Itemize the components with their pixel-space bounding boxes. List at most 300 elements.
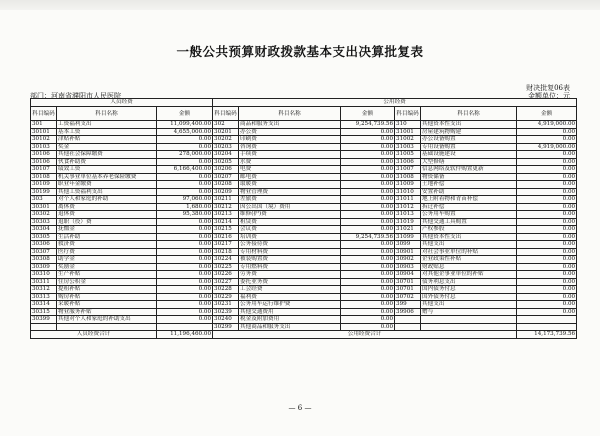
cell-code: 31013 — [395, 211, 421, 219]
table-body — [31, 121, 577, 331]
cell-code: 303 — [31, 196, 57, 204]
page-number: — 6 — — [288, 404, 312, 412]
cell-code: 31009 — [395, 181, 421, 189]
cell-name: 物业管理费 — [239, 188, 341, 196]
cell-code: 30209 — [213, 188, 239, 196]
cell-name: 手续费 — [239, 151, 341, 159]
cell-amount: 0.00 — [341, 203, 395, 211]
cell-code: 30240 — [213, 316, 239, 324]
cell-name: 住房公积金 — [57, 278, 157, 286]
cell-amount: 0.00 — [517, 218, 577, 226]
cell-amount: 95,380.00 — [157, 211, 213, 219]
cell-code: 30102 — [31, 136, 57, 144]
cell-amount: 0.00 — [517, 301, 577, 309]
public-total-value: 14,173,739.56 — [517, 331, 577, 339]
cell-amount: 0.00 — [157, 188, 213, 196]
cell-amount: 0.00 — [341, 271, 395, 279]
cell-code: 30229 — [213, 293, 239, 301]
cell-name: 奖金 — [57, 143, 157, 151]
cell-name: 水费 — [239, 158, 341, 166]
cell-code: 30217 — [213, 241, 239, 249]
table-row — [31, 218, 577, 226]
cell-amount: 0.00 — [341, 128, 395, 136]
cell-amount: 0.00 — [341, 188, 395, 196]
cell-name: 公务用车购置 — [421, 211, 517, 219]
cell-amount: 0.00 — [517, 166, 577, 174]
table-row — [31, 181, 577, 189]
table-row — [31, 286, 577, 294]
cell-name: 其他交通费用 — [239, 308, 341, 316]
cell-name — [421, 323, 517, 331]
cell-name: 物资储备 — [421, 173, 517, 181]
cell-amount: 0.00 — [341, 143, 395, 151]
cell-name: 培训费 — [239, 233, 341, 241]
cell-name: 其他支出 — [421, 301, 517, 309]
cell-code: 30228 — [213, 286, 239, 294]
cell-name: 津贴补贴 — [57, 136, 157, 144]
cell-amount — [517, 323, 577, 331]
cell-code: 30101 — [31, 128, 57, 136]
cell-amount: 0.00 — [157, 158, 213, 166]
cell-code: 310 — [395, 121, 421, 129]
cell-name: 救济费 — [57, 241, 157, 249]
cell-amount: 97,060.00 — [157, 196, 213, 204]
cell-code: 30314 — [31, 301, 57, 309]
cell-amount: 0.00 — [341, 211, 395, 219]
table-row — [31, 278, 577, 286]
cell-amount: 6,166,400.00 — [157, 166, 213, 174]
cell-code — [395, 323, 421, 331]
cell-amount — [517, 316, 577, 324]
header-code: 科目编码 — [213, 107, 239, 121]
cell-amount: 4,919,000.00 — [517, 121, 577, 129]
header-name: 科目名称 — [239, 107, 341, 121]
cell-name: 伙食补助费 — [57, 158, 157, 166]
cell-code: 30224 — [213, 256, 239, 264]
cell-code: 31005 — [395, 151, 421, 159]
cell-name: 医疗费 — [57, 248, 157, 256]
cell-name: 被装购置费 — [239, 256, 341, 264]
cell-code: 30313 — [31, 293, 57, 301]
table-row — [31, 233, 577, 241]
cell-name: 安置补助 — [421, 188, 517, 196]
cell-amount: 0.00 — [341, 196, 395, 204]
table-row — [31, 256, 577, 264]
header-amount: 金额 — [341, 107, 395, 121]
header-name: 科目名称 — [57, 107, 157, 121]
table-row — [31, 166, 577, 174]
cell-code: 30206 — [213, 166, 239, 174]
form-number: 财决批复06表 — [526, 84, 570, 92]
cell-amount: 0.00 — [157, 143, 213, 151]
cell-amount: 0.00 — [157, 233, 213, 241]
cell-name: 劳务费 — [239, 271, 341, 279]
cell-amount: 0.00 — [517, 151, 577, 159]
cell-amount: 0.00 — [157, 241, 213, 249]
cell-name: 邮电费 — [239, 173, 341, 181]
cell-name: 拆迁补偿 — [421, 203, 517, 211]
cell-name: 职业年金缴费 — [57, 181, 157, 189]
table-row — [31, 271, 577, 279]
cell-name: 其他工资福利支出 — [57, 188, 157, 196]
cell-code: 30311 — [31, 278, 57, 286]
cell-name: 对其他企事业单位的补贴 — [421, 271, 517, 279]
cell-code: 30308 — [31, 256, 57, 264]
cell-name: 信息网络及软件购置更新 — [421, 166, 517, 174]
cell-amount: 0.00 — [157, 181, 213, 189]
cell-code: 30212 — [213, 203, 239, 211]
cell-name: 基础设施建设 — [421, 151, 517, 159]
cell-amount — [157, 323, 213, 331]
cell-amount: 0.00 — [157, 301, 213, 309]
cell-code: 30207 — [213, 173, 239, 181]
cell-amount: 0.00 — [157, 316, 213, 324]
cell-amount: 0.00 — [341, 286, 395, 294]
cell-name: 财政贴息 — [421, 263, 517, 271]
cell-code: 31006 — [395, 158, 421, 166]
cell-name: 国内债务付息 — [421, 286, 517, 294]
table-row — [31, 308, 577, 316]
table-row — [31, 301, 577, 309]
cell-code: 30218 — [213, 248, 239, 256]
cell-name: 专用材料费 — [239, 248, 341, 256]
cell-name: 采暖补贴 — [57, 301, 157, 309]
table-row — [31, 158, 577, 166]
cell-amount: 0.00 — [517, 211, 577, 219]
cell-name: 企业政策性补贴 — [421, 256, 517, 264]
cell-amount: 0.00 — [157, 308, 213, 316]
cell-name: 商品和服务支出 — [239, 121, 341, 129]
cell-amount: 0.00 — [341, 166, 395, 174]
cell-code: 3099 — [395, 241, 421, 249]
cell-code — [31, 323, 57, 331]
table-row — [31, 248, 577, 256]
cell-name: 其他资本性支出 — [421, 121, 517, 129]
cell-amount: 0.00 — [517, 188, 577, 196]
cell-name: 退休费 — [57, 211, 157, 219]
cell-amount: 4,655,000.00 — [157, 128, 213, 136]
cell-code: 31001 — [395, 128, 421, 136]
cell-code: 30231 — [213, 301, 239, 309]
cell-name: 维修(护)费 — [239, 211, 341, 219]
cell-amount: 9,254,739.56 — [341, 121, 395, 129]
table-row — [31, 143, 577, 151]
cell-code: 30303 — [31, 218, 57, 226]
cell-amount: 0.00 — [517, 196, 577, 204]
cell-code: 30106 — [31, 151, 57, 159]
cell-name: 退职（役）费 — [57, 218, 157, 226]
cell-code: 31012 — [395, 203, 421, 211]
cell-name: 办公设备购置 — [421, 136, 517, 144]
table-row — [31, 211, 577, 219]
header-code: 科目编码 — [395, 107, 421, 121]
cell-amount: 0.00 — [157, 248, 213, 256]
department-label: 部门：河南省濮阳市人民医院 — [30, 92, 121, 100]
section-public: 公用经费 — [213, 99, 577, 107]
cell-name: 差旅费 — [239, 196, 341, 204]
cell-code: 30301 — [31, 203, 57, 211]
cell-code: 30304 — [31, 226, 57, 234]
cell-amount: 0.00 — [157, 263, 213, 271]
cell-name — [57, 323, 157, 331]
cell-code: 30315 — [31, 308, 57, 316]
cell-code: 30226 — [213, 271, 239, 279]
cell-code: 30199 — [31, 188, 57, 196]
cell-amount: 0.00 — [341, 308, 395, 316]
cell-code: 30306 — [31, 241, 57, 249]
cell-name: 土地补偿 — [421, 181, 517, 189]
cell-amount: 0.00 — [341, 263, 395, 271]
cell-name: 地上附着物和青苗补偿 — [421, 196, 517, 204]
cell-code: 30399 — [31, 316, 57, 324]
cell-code: 30214 — [213, 218, 239, 226]
cell-amount: 0.00 — [341, 241, 395, 249]
cell-amount: 0.00 — [341, 248, 395, 256]
cell-amount: 0.00 — [517, 128, 577, 136]
cell-amount: 0.00 — [341, 181, 395, 189]
table-row — [31, 316, 577, 324]
cell-name: 大型修缮 — [421, 158, 517, 166]
cell-name: 房屋建筑物购建 — [421, 128, 517, 136]
cell-code: 302 — [213, 121, 239, 129]
cell-amount: 0.00 — [517, 158, 577, 166]
cell-amount: 0.00 — [157, 271, 213, 279]
table-row — [31, 241, 577, 249]
cell-name: 绩效工资 — [57, 166, 157, 174]
cell-code: 30215 — [213, 226, 239, 234]
cell-code: 30213 — [213, 211, 239, 219]
unit-label: 金额单位：元 — [528, 92, 570, 100]
cell-amount: 0.00 — [517, 173, 577, 181]
cell-name: 公务用车运行维护费 — [239, 301, 341, 309]
cell-amount: 0.00 — [517, 203, 577, 211]
cell-name: 办公费 — [239, 128, 341, 136]
cell-amount: 0.00 — [517, 293, 577, 301]
personnel-total-label: 人员经费合计 — [31, 331, 157, 339]
cell-amount: 0.00 — [517, 286, 577, 294]
cell-code: 31021 — [395, 226, 421, 234]
cell-name: 离休费 — [57, 203, 157, 211]
cell-code: 30204 — [213, 151, 239, 159]
header-code: 科目编码 — [31, 107, 57, 121]
cell-name: 债务利息支出 — [421, 278, 517, 286]
cell-code: 31011 — [395, 196, 421, 204]
cell-name: 基本工资 — [57, 128, 157, 136]
cell-code: 30312 — [31, 286, 57, 294]
cell-name: 赠与 — [421, 308, 517, 316]
cell-amount: 0.00 — [341, 136, 395, 144]
cell-amount: 0.00 — [341, 158, 395, 166]
cell-amount: 0.00 — [341, 218, 395, 226]
cell-amount: 0.00 — [341, 226, 395, 234]
cell-code: 30201 — [213, 128, 239, 136]
cell-code: 30211 — [213, 196, 239, 204]
cell-name: 其他社会保障缴费 — [57, 151, 157, 159]
cell-code: 30108 — [31, 173, 57, 181]
cell-amount: 0.00 — [157, 278, 213, 286]
page-title: 一般公共预算财政拨款基本支出决算批复表 — [176, 44, 424, 59]
cell-amount: 278,000.00 — [157, 151, 213, 159]
table-row — [31, 151, 577, 159]
cell-name: 其他交通工具购置 — [421, 218, 517, 226]
cell-code: 31010 — [395, 188, 421, 196]
cell-amount: 0.00 — [157, 256, 213, 264]
cell-amount: 0.00 — [517, 241, 577, 249]
cell-amount: 0.00 — [517, 256, 577, 264]
cell-name: 提租补贴 — [57, 286, 157, 294]
cell-amount: 9,254,739.56 — [341, 233, 395, 241]
cell-name: 奖励金 — [57, 263, 157, 271]
cell-code: 30702 — [395, 293, 421, 301]
cell-code: 30299 — [213, 323, 239, 331]
cell-amount: 0.00 — [341, 323, 395, 331]
cell-code — [395, 316, 421, 324]
cell-amount: 0.00 — [517, 308, 577, 316]
public-total-label: 公用经费合计 — [213, 331, 517, 339]
cell-amount: 0.00 — [341, 151, 395, 159]
cell-name: 工资福利支出 — [57, 121, 157, 129]
header-amount: 金额 — [157, 107, 213, 121]
cell-code: 30106 — [31, 158, 57, 166]
table-row — [31, 293, 577, 301]
cell-name: 抚恤金 — [57, 226, 157, 234]
cell-name: 印刷费 — [239, 136, 341, 144]
cell-name: 其他资本性支出 — [421, 233, 517, 241]
cell-name: 公务接待费 — [239, 241, 341, 249]
cell-amount: 1,680.00 — [157, 203, 213, 211]
cell-name: 其他支出 — [421, 241, 517, 249]
cell-code: 30225 — [213, 263, 239, 271]
cell-name: 租赁费 — [239, 218, 341, 226]
cell-name — [421, 316, 517, 324]
cell-amount: 0.00 — [517, 181, 577, 189]
cell-code: 30902 — [395, 256, 421, 264]
cell-amount: 11,099,400.00 — [157, 121, 213, 129]
cell-amount: 0.00 — [157, 293, 213, 301]
cell-amount: 0.00 — [517, 278, 577, 286]
cell-name: 国外债务付息 — [421, 293, 517, 301]
cell-name: 生活补助 — [57, 233, 157, 241]
cell-code: 31007 — [395, 166, 421, 174]
table-row — [31, 173, 577, 181]
cell-amount: 0.00 — [517, 271, 577, 279]
cell-code: 30904 — [395, 271, 421, 279]
cell-name: 其他商品和服务支出 — [239, 323, 341, 331]
cell-code: 31099 — [395, 233, 421, 241]
cell-name: 对个人和家庭的补助 — [57, 196, 157, 204]
cell-amount: 0.00 — [517, 136, 577, 144]
cell-amount: 0.00 — [341, 278, 395, 286]
cell-code: 30309 — [31, 263, 57, 271]
cell-code: 30227 — [213, 278, 239, 286]
cell-code: 30203 — [213, 143, 239, 151]
header-amount: 金额 — [517, 107, 577, 121]
cell-code: 301 — [31, 121, 57, 129]
cell-name: 物业服务补贴 — [57, 308, 157, 316]
top-bar — [0, 0, 600, 10]
cell-amount: 0.00 — [157, 136, 213, 144]
table-row — [31, 121, 577, 129]
cell-code: 30701 — [395, 278, 421, 286]
cell-amount: 0.00 — [157, 226, 213, 234]
cell-name: 税金及附加费用 — [239, 316, 341, 324]
table-row — [31, 128, 577, 136]
cell-code: 30305 — [31, 233, 57, 241]
cell-code: 30103 — [31, 143, 57, 151]
section-personnel: 人员经费 — [31, 99, 213, 107]
cell-name: 专用燃料费 — [239, 263, 341, 271]
cell-code: 31019 — [395, 218, 421, 226]
cell-name: 其他对个人和家庭的补助支出 — [57, 316, 157, 324]
cell-amount: 0.00 — [157, 286, 213, 294]
cell-amount: 0.00 — [517, 233, 577, 241]
expenditure-table — [30, 98, 577, 339]
cell-code: 30107 — [31, 166, 57, 174]
cell-code: 30109 — [31, 181, 57, 189]
table-row — [31, 226, 577, 234]
cell-amount: 0.00 — [157, 218, 213, 226]
cell-code: 399 — [395, 301, 421, 309]
cell-code: 39906 — [395, 308, 421, 316]
cell-name: 对社会事业单位的补贴 — [421, 248, 517, 256]
cell-code: 30302 — [31, 211, 57, 219]
cell-name: 咨询费 — [239, 143, 341, 151]
cell-name: 专用设备购置 — [421, 143, 517, 151]
header-name: 科目名称 — [421, 107, 517, 121]
cell-name: 生产补贴 — [57, 271, 157, 279]
cell-name: 机关事业单位基本养老保险缴费 — [57, 173, 157, 181]
table-row — [31, 136, 577, 144]
cell-code: 31008 — [395, 173, 421, 181]
cell-amount: 0.00 — [517, 248, 577, 256]
cell-name: 电费 — [239, 166, 341, 174]
table-row — [31, 196, 577, 204]
cell-amount: 0.00 — [517, 226, 577, 234]
cell-code: 30205 — [213, 158, 239, 166]
cell-amount: 0.00 — [517, 263, 577, 271]
cell-amount: 4,919,000.00 — [517, 143, 577, 151]
table-row — [31, 263, 577, 271]
personnel-total-value: 11,196,460.00 — [157, 331, 213, 339]
table-row — [31, 323, 577, 331]
cell-name: 产权参股 — [421, 226, 517, 234]
cell-code: 30216 — [213, 233, 239, 241]
cell-code: 31002 — [395, 136, 421, 144]
cell-amount: 0.00 — [157, 173, 213, 181]
cell-amount: 0.00 — [341, 316, 395, 324]
cell-amount: 0.00 — [341, 301, 395, 309]
cell-code: 30310 — [31, 271, 57, 279]
cell-code: 30701 — [395, 286, 421, 294]
cell-name: 委托业务费 — [239, 278, 341, 286]
cell-name: 购房补贴 — [57, 293, 157, 301]
cell-name: 助学金 — [57, 256, 157, 264]
table-row — [31, 188, 577, 196]
cell-amount: 0.00 — [341, 173, 395, 181]
cell-name: 工会经费 — [239, 286, 341, 294]
cell-name: 会议费 — [239, 226, 341, 234]
cell-code: 30208 — [213, 181, 239, 189]
cell-amount: 0.00 — [341, 256, 395, 264]
cell-code: 30903 — [395, 263, 421, 271]
cell-amount: 0.00 — [341, 293, 395, 301]
cell-name: 因公出国（境）费用 — [239, 203, 341, 211]
cell-code: 30901 — [395, 248, 421, 256]
table-row — [31, 203, 577, 211]
cell-code: 30307 — [31, 248, 57, 256]
cell-name: 福利费 — [239, 293, 341, 301]
cell-code: 31003 — [395, 143, 421, 151]
